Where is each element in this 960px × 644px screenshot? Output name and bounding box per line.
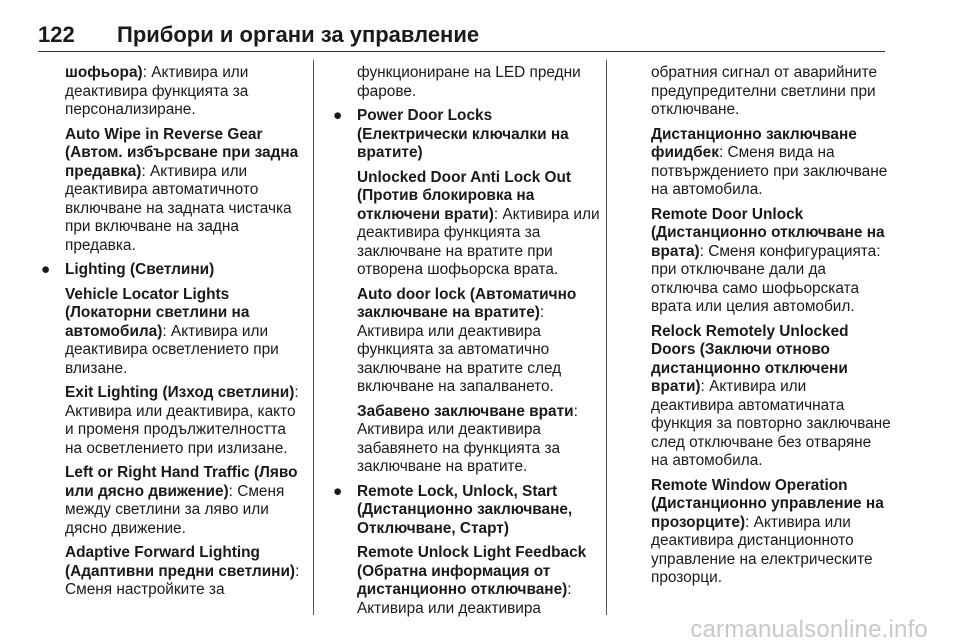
header-divider bbox=[38, 51, 885, 52]
setting-description: : Активира или деактивира функцията за автоматично заключване на вратите след включване на запалването. bbox=[357, 304, 562, 395]
setting-name: Vehicle Locator Lights (Локаторни светлини на автомобила) bbox=[65, 285, 250, 340]
setting-description: : Активира или деактивира дистанционното управление на електрическите прозорци. bbox=[651, 513, 873, 586]
paragraph bbox=[65, 384, 305, 458]
setting-description: обратния сигнал от аварийните предупредителни светлини при отключване. bbox=[651, 64, 878, 118]
paragraph bbox=[357, 286, 607, 397]
setting-description: : Сменя вида на потвърждението при заключване на автомобила. bbox=[651, 144, 888, 198]
setting-description: : Активира или деактивира, както и променя продължителността на осветлението при излизане. bbox=[65, 384, 299, 457]
bullet-icon: ● bbox=[41, 261, 51, 278]
bullet-item bbox=[333, 482, 607, 539]
section-heading: Power Door Locks (Електрически ключалки на вратите) bbox=[357, 107, 569, 161]
setting-name: Забавено заключване врати bbox=[357, 402, 574, 420]
setting-description: : Активира или деактивира забавянето на функцията за заключване на вратите. bbox=[357, 402, 578, 475]
page-number: 122 bbox=[38, 22, 75, 47]
setting-description: : Сменя конфигурацията: при отключване дали да отключва само шофьорската врата или целия автомобил. bbox=[651, 242, 881, 315]
bullet-icon: ● bbox=[333, 482, 343, 500]
paragraph bbox=[651, 323, 891, 471]
paragraph bbox=[65, 286, 305, 379]
watermark: carmanualsonline.info bbox=[690, 616, 928, 643]
column-1 bbox=[41, 64, 305, 606]
setting-name: Exit Lighting (Изход светлини) bbox=[65, 384, 295, 401]
paragraph bbox=[65, 464, 305, 538]
setting-name: Дистанционно заключване фиидбек bbox=[651, 125, 857, 161]
paragraph bbox=[65, 126, 305, 256]
setting-name: Relock Remotely Unlocked Doors (Заключи отново дистанционно отключени врати) bbox=[651, 322, 849, 395]
paragraph bbox=[651, 126, 891, 200]
column-divider bbox=[313, 60, 314, 615]
setting-description: : Активира или деактивира функцията за персонализиране. bbox=[65, 64, 249, 118]
column-2 bbox=[333, 64, 607, 624]
section-heading: Remote Lock, Unlock, Start (Дистанционно заключване, Отключване, Старт) bbox=[357, 482, 573, 537]
paragraph bbox=[651, 206, 891, 317]
paragraph bbox=[357, 544, 607, 618]
bullet-icon: ● bbox=[333, 107, 343, 124]
paragraph bbox=[65, 544, 305, 600]
paragraph bbox=[651, 477, 891, 588]
setting-name: Unlocked Door Anti Lock Out (Против блокировка на отключени врати) bbox=[357, 168, 572, 223]
setting-description: функциониране на LED предни фарове. bbox=[357, 64, 581, 100]
setting-name: Auto Wipe in Reverse Gear (Автом. избърсване при задна предавка) bbox=[65, 125, 299, 180]
bullet-item bbox=[41, 261, 305, 280]
paragraph bbox=[651, 64, 891, 120]
setting-description: : Сменя настройките за bbox=[65, 562, 300, 598]
setting-description: : Активира или деактивира функцията за заключване на вратите при отворена шофьорска врата. bbox=[357, 205, 600, 278]
setting-name: Auto door lock (Автоматично заключване на вратите) bbox=[357, 285, 577, 321]
setting-name: Remote Unlock Light Feedback (Обратна информация от дистанционно отключване) bbox=[357, 544, 587, 598]
setting-name: Remote Window Operation (Дистанционно управление на прозорците) bbox=[651, 476, 884, 531]
paragraph bbox=[357, 403, 607, 477]
setting-name: шофьора) bbox=[65, 64, 143, 81]
setting-description: : Активира или деактивира автоматичното включване на задната чистачка при включване на задна предавка. bbox=[65, 162, 292, 254]
paragraph bbox=[357, 169, 607, 280]
setting-name: Left or Right Hand Traffic (Ляво или дясно движение) bbox=[65, 464, 298, 500]
setting-description: : Активира или деактивира bbox=[357, 581, 572, 617]
page-title: Прибори и органи за управление bbox=[117, 22, 480, 47]
column-3 bbox=[651, 64, 891, 594]
setting-name: Adaptive Forward Lighting (Адаптивни предни светлини) bbox=[65, 544, 296, 580]
page-header bbox=[0, 0, 960, 54]
paragraph bbox=[357, 64, 607, 101]
paragraph bbox=[65, 64, 305, 120]
bullet-item bbox=[333, 107, 607, 163]
setting-description: : Активира или деактивира осветлението при влизане. bbox=[65, 322, 279, 377]
section-heading: Lighting (Светлини) bbox=[65, 261, 215, 278]
setting-description: : Сменя между светлини за ляво или дясно движение. bbox=[65, 482, 285, 537]
setting-description: : Активира или деактивира автоматичната функция за повторно заключване след отключване без отваряне на автомобила. bbox=[651, 378, 891, 469]
setting-name: Remote Door Unlock (Дистанционно отключване на врата) bbox=[651, 205, 885, 260]
